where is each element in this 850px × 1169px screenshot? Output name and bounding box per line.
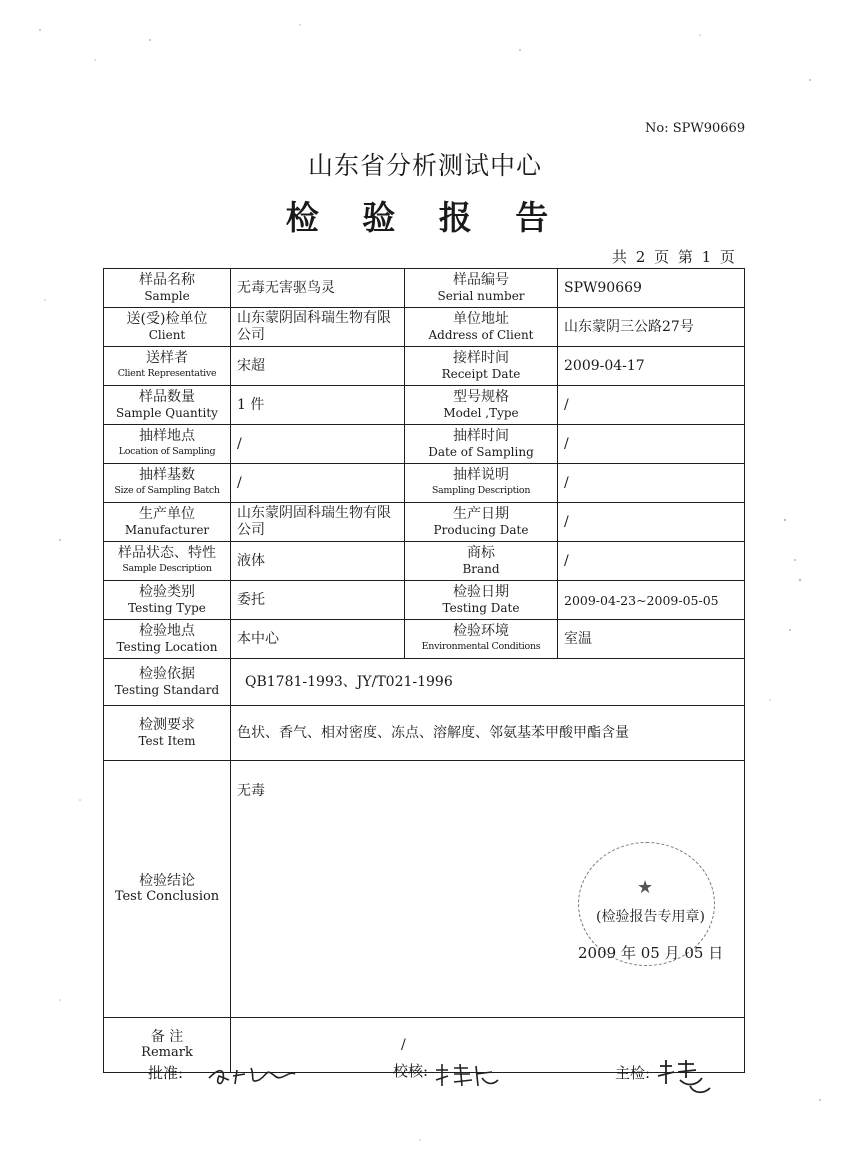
star-icon: ★	[637, 877, 654, 898]
client-label	[104, 308, 231, 347]
receipt-date-label	[405, 347, 558, 386]
sampling-desc-label	[405, 464, 558, 503]
label-en: Sampling Description	[431, 485, 531, 496]
label-en: Testing Date	[442, 601, 520, 615]
batch-size-value: /	[231, 464, 405, 503]
approver-signature	[205, 1062, 300, 1090]
quantity-label	[104, 386, 231, 425]
label-zh: 备 注	[150, 1029, 184, 1045]
label-en: Serial number	[437, 289, 525, 303]
label-zh: 检验依据	[139, 666, 195, 682]
label-en: Testing Location	[116, 640, 218, 654]
serial-label	[405, 269, 558, 308]
receipt-date-value: 2009-04-17	[558, 347, 745, 386]
label-zh: 检验结论	[139, 873, 195, 889]
test-item-label	[104, 706, 231, 761]
testing-type-label	[104, 581, 231, 620]
reviewer-signature	[432, 1060, 502, 1090]
location-sampling-label	[104, 425, 231, 464]
client-rep-value: 宋超	[231, 347, 405, 386]
label-zh: 单位地址	[453, 311, 509, 327]
table-row	[104, 425, 745, 464]
label-en: Remark	[141, 1045, 193, 1060]
table-row	[104, 542, 745, 581]
label-en: Client	[148, 328, 186, 342]
label-en: Testing Type	[128, 601, 206, 615]
label-zh: 检验类别	[139, 584, 195, 600]
label-zh: 检验地点	[139, 623, 195, 639]
label-zh: 生产日期	[453, 506, 509, 522]
label-zh: 检验日期	[453, 584, 509, 600]
report-number: No: SPW90669	[645, 121, 746, 136]
table-row	[104, 464, 745, 503]
testing-date-label	[405, 581, 558, 620]
table-row	[104, 308, 745, 347]
testing-standard-value: QB1781-1993、JY/T021-1996	[231, 659, 745, 706]
serial-value: SPW90669	[558, 269, 745, 308]
remark-value: /	[231, 1018, 745, 1073]
reviewer-label: 校核:	[393, 1062, 429, 1080]
table-row	[104, 581, 745, 620]
organization-name: 山东省分析测试中心	[307, 151, 542, 180]
label-zh: 抽样基数	[139, 467, 195, 483]
conclusion-value: 无毒	[231, 761, 745, 1018]
label-en: Environmental Conditions	[421, 641, 541, 652]
label-en: Client Representative	[117, 368, 217, 379]
label-zh: 生产单位	[139, 506, 195, 522]
env-conditions-label	[405, 620, 558, 659]
sample-label	[104, 269, 231, 308]
manufacturer-label	[104, 503, 231, 542]
label-en: Location of Sampling	[118, 446, 216, 457]
manufacturer-value: 山东蒙阴固科瑞生物有限公司	[231, 503, 405, 542]
testing-date-value: 2009-04-23~2009-05-05	[558, 581, 745, 620]
label-en: Sample	[144, 289, 190, 303]
address-value: 山东蒙阴三公路27号	[558, 308, 745, 347]
client-rep-label	[104, 347, 231, 386]
table-row	[104, 503, 745, 542]
label-zh: 抽样说明	[453, 467, 509, 483]
label-en: Receipt Date	[441, 367, 521, 381]
label-zh: 样品名称	[139, 272, 195, 288]
report-title: 检 验 报 告	[285, 198, 565, 237]
label-zh: 抽样时间	[453, 428, 509, 444]
approver-label: 批准:	[148, 1064, 184, 1082]
testing-location-value: 本中心	[231, 620, 405, 659]
label-zh: 检测要求	[139, 717, 195, 733]
batch-size-label	[104, 464, 231, 503]
table-row	[104, 706, 745, 761]
label-en: Brand	[462, 562, 500, 576]
label-zh: 样品状态、特性	[118, 545, 216, 561]
address-label	[405, 308, 558, 347]
label-zh: 送样者	[146, 350, 188, 366]
brand-value: /	[558, 542, 745, 581]
sample-desc-label	[104, 542, 231, 581]
testing-standard-label	[104, 659, 231, 706]
issue-date: 2009 年 05 月 05 日	[578, 944, 724, 962]
label-en: Date of Sampling	[428, 445, 534, 459]
tester-label: 主检:	[615, 1064, 651, 1082]
label-zh: 型号规格	[453, 389, 509, 405]
label-en: Manufacturer	[124, 523, 210, 537]
label-zh: 检验环境	[453, 623, 509, 639]
model-value: /	[558, 386, 745, 425]
sample-desc-value: 液体	[231, 542, 405, 581]
label-zh: 接样时间	[453, 350, 509, 366]
seal-caption: (检验报告专用章)	[596, 909, 705, 925]
label-en: Producing Date	[433, 523, 529, 537]
location-sampling-value: /	[231, 425, 405, 464]
table-row	[104, 659, 745, 706]
sample-value: 无毒无害驱鸟灵	[231, 269, 405, 308]
testing-type-value: 委托	[231, 581, 405, 620]
model-label	[405, 386, 558, 425]
table-row	[104, 620, 745, 659]
label-zh: 样品编号	[453, 272, 509, 288]
label-zh: 商标	[467, 545, 495, 561]
label-en: Test Conclusion	[114, 889, 220, 904]
table-row	[104, 269, 745, 308]
table-row	[104, 386, 745, 425]
page-info: 共 2 页 第 1 页	[612, 248, 735, 266]
label-en: Sample Description	[122, 563, 212, 574]
conclusion-label	[104, 761, 231, 1018]
label-zh: 送(受)检单位	[126, 311, 208, 327]
label-en: Test Item	[138, 734, 196, 748]
producing-date-value: /	[558, 503, 745, 542]
sampling-desc-value: /	[558, 464, 745, 503]
test-item-value: 色状、香气、相对密度、冻点、溶解度、邻氨基苯甲酸甲酯含量	[231, 706, 745, 761]
label-en: Testing Standard	[114, 683, 220, 697]
table-row	[104, 347, 745, 386]
tester-signature	[654, 1058, 714, 1098]
label-en: Address of Client	[428, 328, 534, 342]
label-en: Size of Sampling Batch	[114, 485, 220, 496]
label-zh: 抽样地点	[139, 428, 195, 444]
label-en: Sample Quantity	[116, 406, 218, 420]
env-conditions-value: 室温	[558, 620, 745, 659]
label-en: Model ,Type	[443, 406, 519, 420]
date-sampling-label	[405, 425, 558, 464]
label-zh: 样品数量	[139, 389, 195, 405]
quantity-value: 1 件	[231, 386, 405, 425]
client-value: 山东蒙阴固科瑞生物有限公司	[231, 308, 405, 347]
brand-label	[405, 542, 558, 581]
producing-date-label	[405, 503, 558, 542]
testing-location-label	[104, 620, 231, 659]
date-sampling-value: /	[558, 425, 745, 464]
